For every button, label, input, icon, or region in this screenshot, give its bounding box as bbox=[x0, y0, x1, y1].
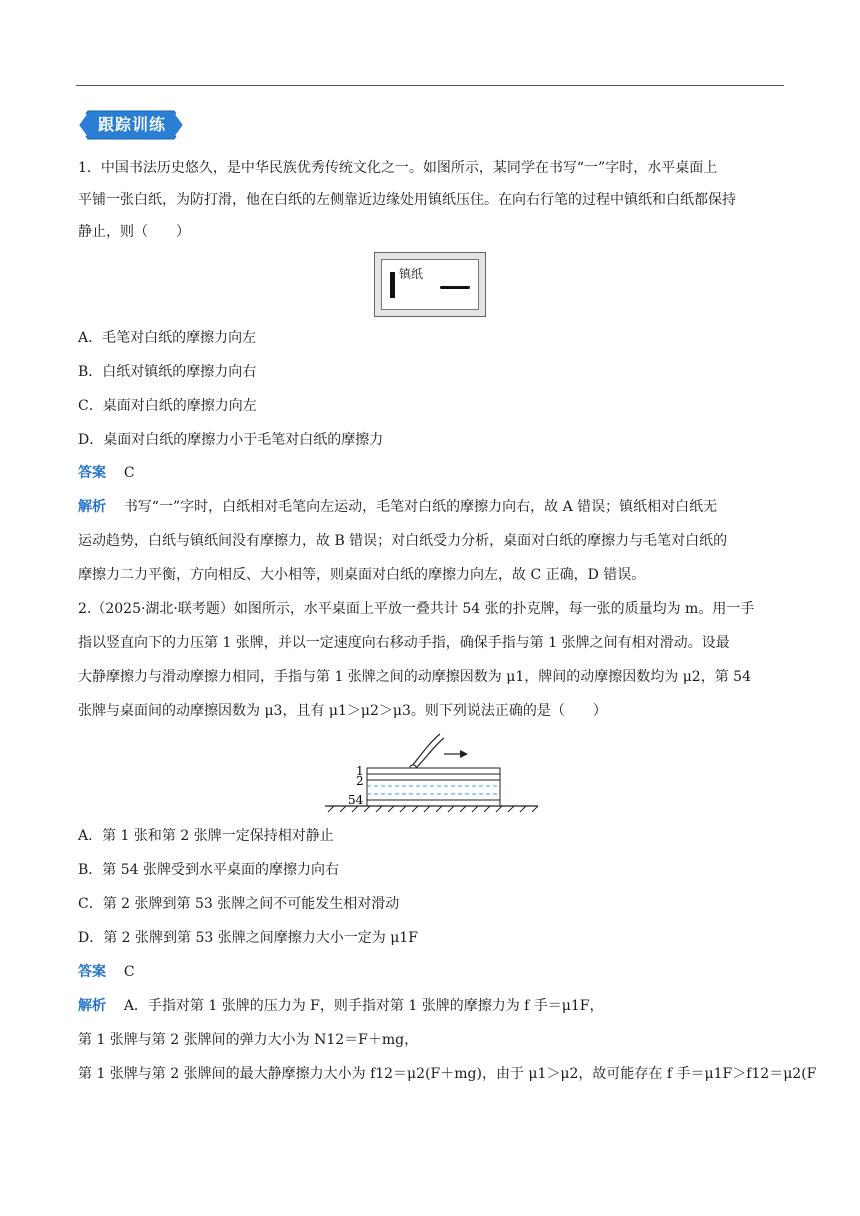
q1-stem-line1: 1．中国书法历史悠久，是中华民族优秀传统文化之一。如图所示，某同学在书写“一”字时，水平桌面上 bbox=[78, 160, 718, 176]
q2-stem-line3: 大静摩擦力与滑动摩擦力相同，手指与第 1 张牌之间的动摩擦因数为 μ1，牌间的动摩擦因数均为 μ2，第 54 bbox=[78, 669, 751, 685]
card-label-2: 2 bbox=[356, 774, 364, 788]
q2-stem-line4: 张牌与桌面间的动摩擦因数为 μ3，且有 μ1＞μ2＞μ3。则下列说法正确的是（ ） bbox=[78, 703, 607, 719]
paperweight-label: 镇纸 bbox=[399, 267, 424, 281]
q2-stem-line2: 指以竖直向下的力压第 1 张牌，并以一定速度向右移动手指，确保手指与第 1 张牌之间有相对滑动。设最 bbox=[78, 635, 730, 651]
q1-option-d: D．桌面对白纸的摩擦力小于毛笔对白纸的摩擦力 bbox=[78, 432, 384, 448]
q2-analysis-line3: 第 1 张牌与第 2 张牌间的最大静摩擦力大小为 f12＝μ2(F＋mg)，由于 μ1＞μ2，故可能存在 f 手＝μ1F＞f12＝μ2(F bbox=[78, 1066, 817, 1082]
q2-analysis-line2: 第 1 张牌与第 2 张牌间的弹力大小为 N12＝F＋mg， bbox=[78, 1032, 419, 1048]
q1-option-a: A．毛笔对白纸的摩擦力向左 bbox=[78, 330, 257, 346]
q1-option-c: C．桌面对白纸的摩擦力向左 bbox=[78, 398, 257, 414]
analysis-label: 解析 bbox=[78, 499, 106, 515]
q2-analysis-line1 bbox=[78, 996, 788, 1016]
analysis-text: 书写“一”字时，白纸相对毛笔向左运动，毛笔对白纸的摩擦力向右，故 A 错误；镇纸相对白纸无 bbox=[123, 499, 718, 515]
answer-label: 答案 bbox=[78, 964, 106, 980]
section-badge bbox=[76, 110, 186, 140]
answer-value: C bbox=[123, 465, 135, 481]
card-label-54: 54 bbox=[348, 793, 364, 807]
answer-value: C bbox=[123, 964, 135, 980]
card-stack-diagram bbox=[320, 728, 540, 818]
q1-figure-paperweight bbox=[374, 252, 486, 317]
q1-analysis-line2: 运动趋势，白纸与镇纸间没有摩擦力，故 B 错误；对白纸受力分析，桌面对白纸的摩擦力与毛笔对白纸的 bbox=[78, 533, 728, 549]
paper-sheet bbox=[381, 259, 479, 310]
paperweight-bar bbox=[390, 272, 395, 298]
q1-stem-line2: 平铺一张白纸，为防打滑，他在白纸的左侧靠近边缘处用镇纸压住。在向右行笔的过程中镇纸和白纸都保持 bbox=[78, 192, 736, 208]
header-rule bbox=[76, 85, 784, 86]
q2-answer-row bbox=[78, 962, 788, 982]
card-label-1: 1 bbox=[356, 764, 364, 778]
badge-label: 跟踪训练 bbox=[97, 115, 166, 134]
q1-stem-line3: 静止，则（ ） bbox=[78, 224, 190, 240]
q1-answer-row bbox=[78, 463, 788, 483]
analysis-text: A．手指对第 1 张牌的压力为 F，则手指对第 1 张牌的摩擦力为 f 手＝μ1F， bbox=[123, 998, 604, 1014]
q2-option-b: B．第 54 张牌受到水平桌面的摩擦力向右 bbox=[78, 862, 340, 878]
q2-option-a: A．第 1 张和第 2 张牌一定保持相对静止 bbox=[78, 828, 334, 844]
analysis-label: 解析 bbox=[78, 998, 106, 1014]
answer-label: 答案 bbox=[78, 465, 106, 481]
brush-stroke-yi bbox=[440, 286, 470, 289]
q1-analysis-line1 bbox=[78, 497, 788, 517]
q2-option-d: D．第 2 张牌到第 53 张牌之间摩擦力大小一定为 μ1F bbox=[78, 930, 418, 946]
q1-option-b: B．白纸对镇纸的摩擦力向右 bbox=[78, 364, 257, 380]
q2-figure-card-stack bbox=[320, 728, 540, 822]
q2-stem-line1: 2.（2025·湖北·联考题）如图所示，水平桌面上平放一叠共计 54 张的扑克牌，每一张的质量均为 m。用一手 bbox=[78, 601, 755, 617]
q2-option-c: C．第 2 张牌到第 53 张牌之间不可能发生相对滑动 bbox=[78, 896, 400, 912]
q1-analysis-line3: 摩擦力二力平衡，方向相反、大小相等，则桌面对白纸的摩擦力向左，故 C 正确，D 错误。 bbox=[78, 567, 646, 583]
